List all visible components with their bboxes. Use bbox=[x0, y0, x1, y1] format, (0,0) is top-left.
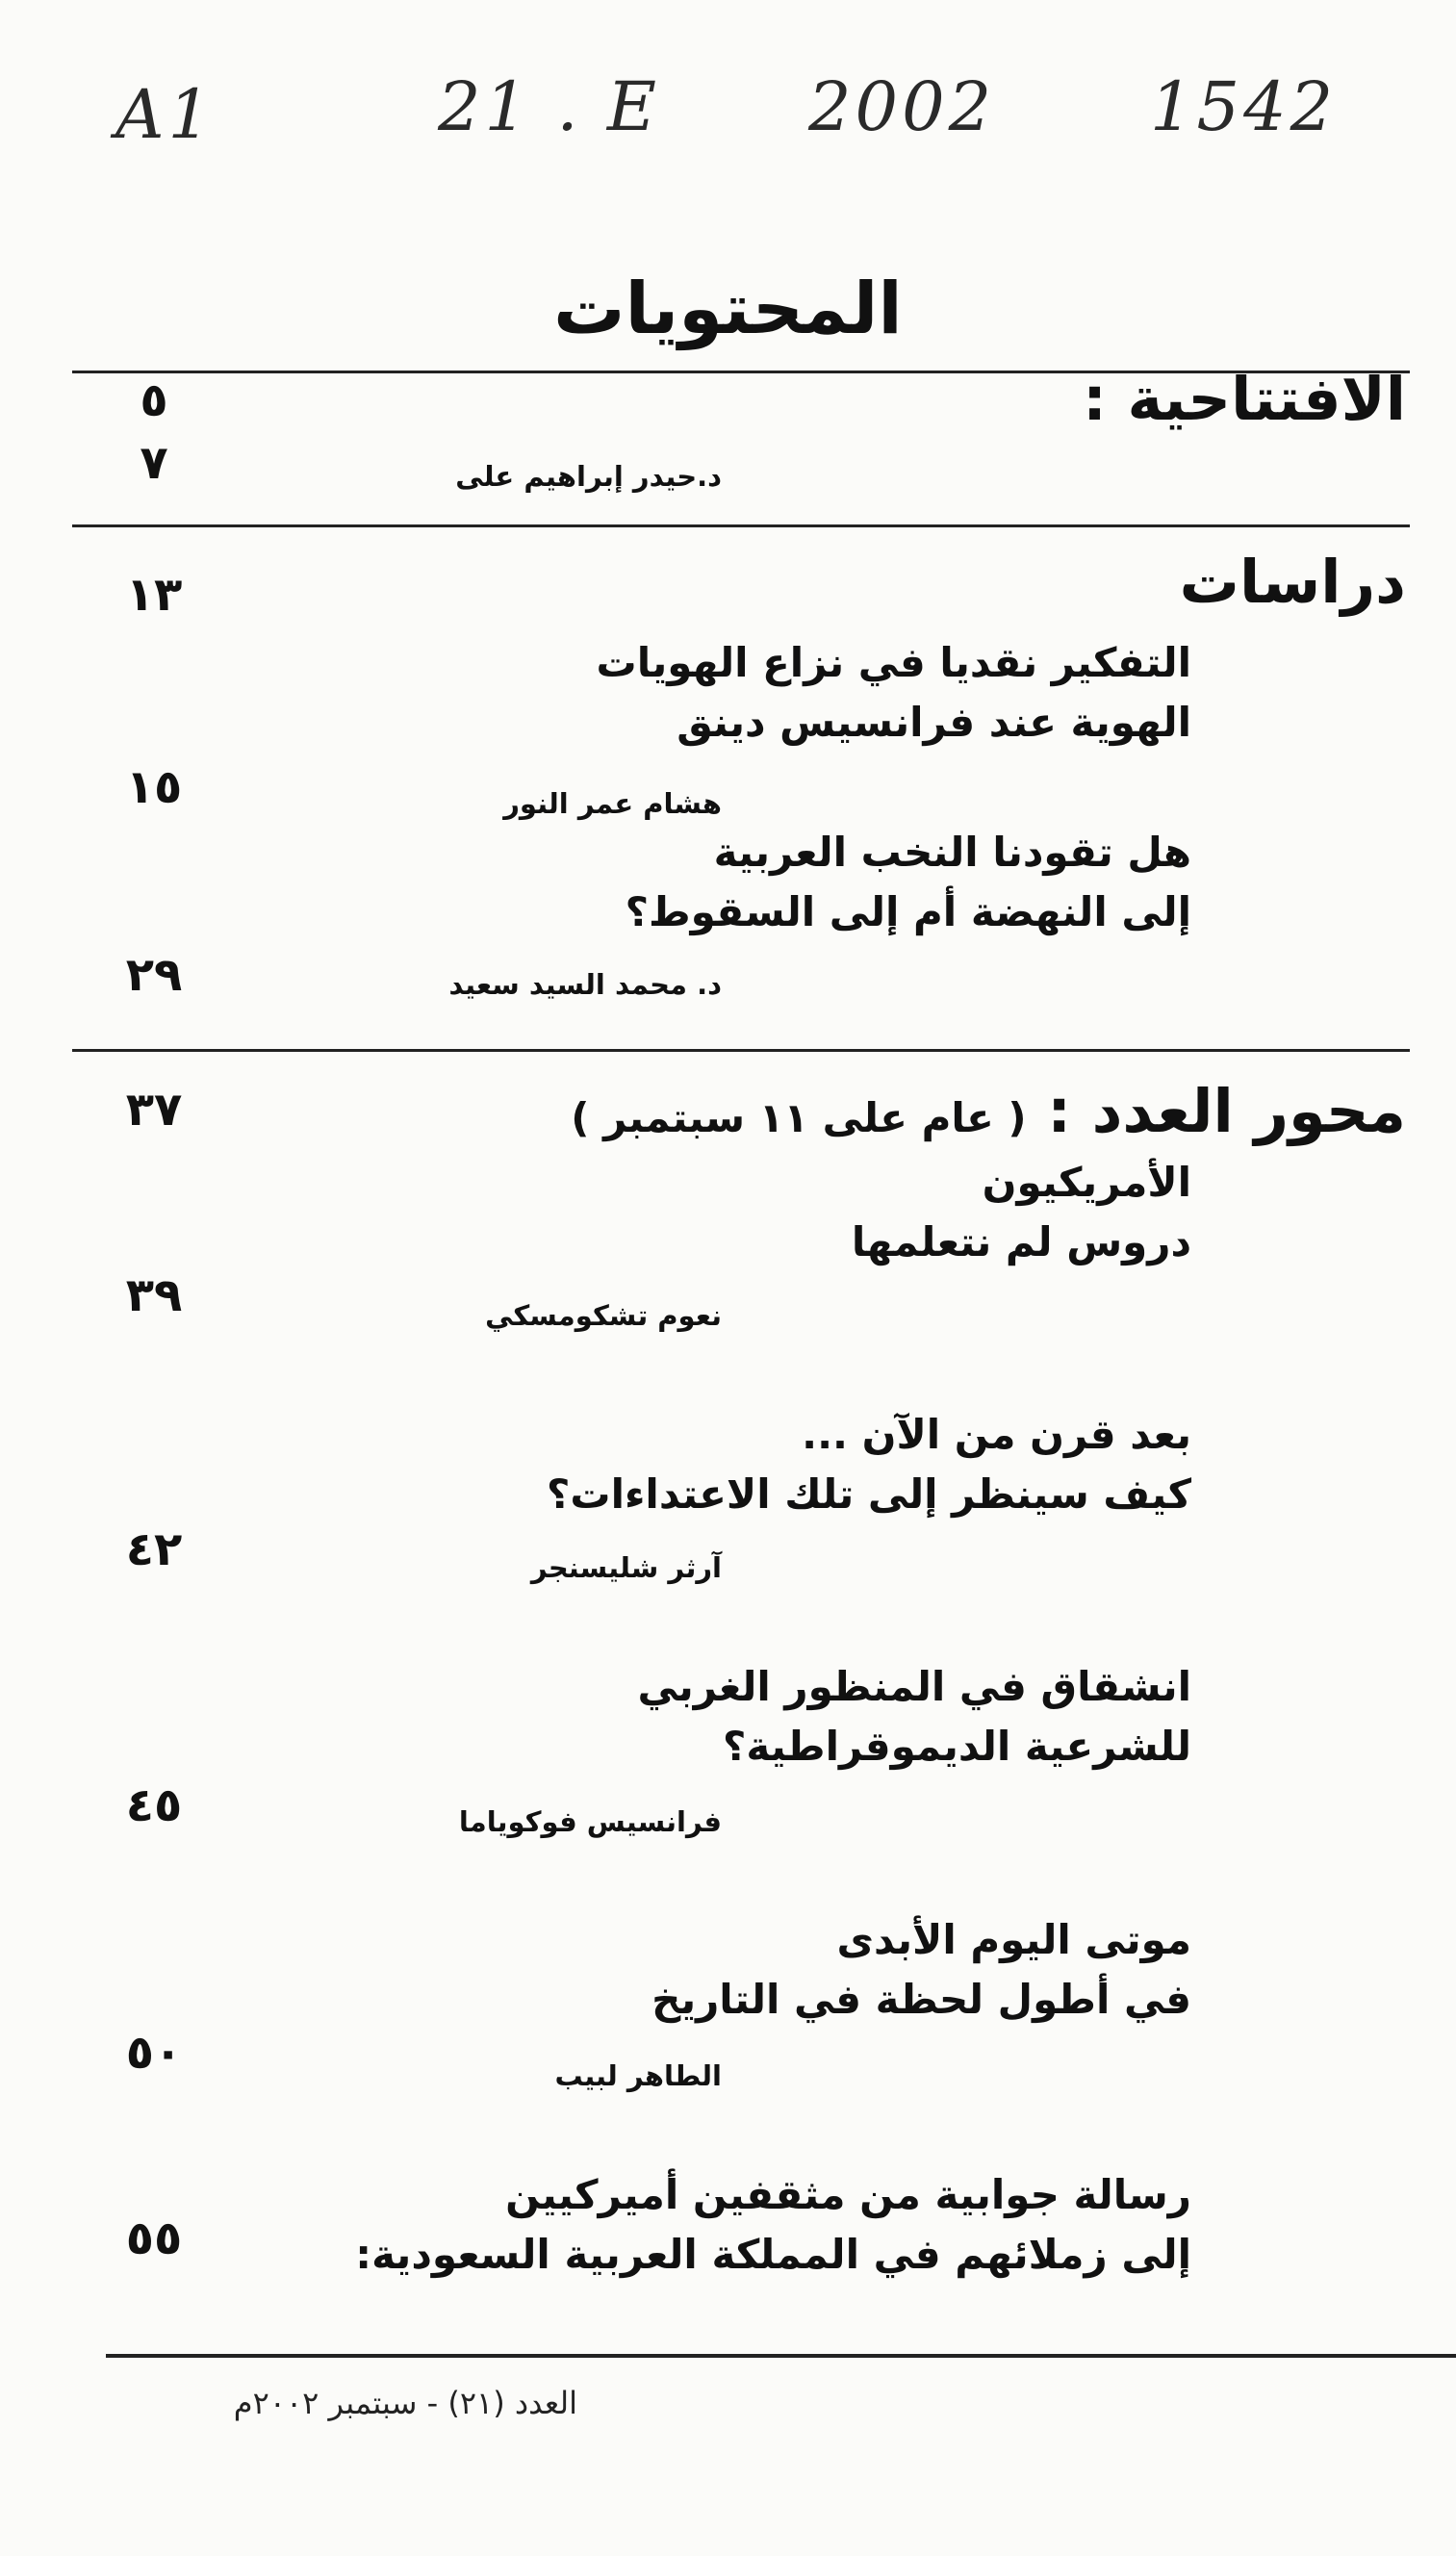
author-name: د.حيدر إبراهيم على bbox=[455, 460, 722, 493]
page-number: ١٣ bbox=[125, 568, 183, 622]
article-title bbox=[355, 2165, 1191, 2285]
article-title-line: إلى زملائهم في المملكة العربية السعودية: bbox=[355, 2231, 1191, 2278]
page-number: ٢٩ bbox=[125, 948, 183, 1002]
author-name: فرانسيس فوكوياما bbox=[458, 1805, 722, 1838]
page-number: ١٥ bbox=[125, 760, 183, 814]
author-name: الطاهر لبيب bbox=[554, 2059, 722, 2092]
handwritten-date-part: 21 . E bbox=[438, 67, 660, 146]
article-title bbox=[518, 633, 1191, 753]
author-name: نعوم تشكومسكي bbox=[485, 1299, 722, 1332]
footer-divider bbox=[106, 2354, 1456, 2358]
article-title-line: الهوية عند فرانسيس دينق bbox=[677, 699, 1191, 746]
divider bbox=[72, 1049, 1410, 1052]
page-number: ٣٩ bbox=[125, 1268, 183, 1322]
article-title-line: إلى النهضة أم إلى السقوط؟ bbox=[625, 888, 1191, 935]
author-name: آرثر شليسنجر bbox=[530, 1551, 722, 1584]
section-label: محور العدد : bbox=[1047, 1076, 1406, 1146]
page-number: ٥٠ bbox=[125, 2026, 183, 2080]
handwritten-year: 2002 bbox=[808, 67, 996, 146]
article-title bbox=[518, 1910, 1191, 2030]
article-title bbox=[518, 1657, 1191, 1776]
page-number: ٥٥ bbox=[125, 2211, 183, 2265]
handwritten-code: A1 bbox=[115, 75, 216, 154]
page-number: ٤٥ bbox=[125, 1778, 183, 1832]
article-title-line: انشقاق في المنظور الغربي bbox=[637, 1663, 1191, 1710]
article-title bbox=[518, 823, 1191, 942]
page-number: ٤٢ bbox=[125, 1522, 183, 1576]
article-title-line: بعد قرن من الآن ... bbox=[802, 1411, 1191, 1458]
article-title bbox=[518, 1405, 1191, 1524]
article-title-line: دروس لم نتعلمها bbox=[851, 1218, 1191, 1265]
article-title-line: كيف سينظر إلى تلك الاعتداءات؟ bbox=[547, 1470, 1191, 1518]
section-heading-editorial: الافتتاحية : bbox=[1083, 364, 1406, 434]
page-number: ٥ bbox=[140, 373, 168, 427]
article-title-line: الأمريكيون bbox=[982, 1159, 1191, 1206]
section-heading-axis bbox=[571, 1076, 1406, 1146]
article-title bbox=[518, 1153, 1191, 1272]
author-name: هشام عمر النور bbox=[503, 787, 722, 820]
article-title-line: في أطول لحظة في التاريخ bbox=[651, 1976, 1191, 2023]
divider bbox=[72, 524, 1410, 527]
handwritten-number: 1542 bbox=[1150, 67, 1338, 146]
author-name: د. محمد السيد سعيد bbox=[448, 968, 722, 1001]
article-title-line: هل تقودنا النخب العربية bbox=[713, 829, 1191, 876]
section-subtitle: ( عام على ١١ سبتمبر ) bbox=[571, 1094, 1027, 1141]
page-title: المحتويات bbox=[553, 268, 903, 350]
article-title-line: موتى اليوم الأبدى bbox=[836, 1916, 1191, 1963]
section-heading-studies: دراسات bbox=[1179, 547, 1406, 617]
page-number: ٣٧ bbox=[125, 1083, 183, 1137]
article-title-line: رسالة جوابية من مثقفين أميركيين bbox=[505, 2171, 1191, 2218]
article-title-line: للشرعية الديموقراطية؟ bbox=[723, 1723, 1191, 1770]
article-title-line: التفكير نقديا في نزاع الهويات bbox=[596, 639, 1191, 686]
page-number: ٧ bbox=[140, 436, 168, 490]
issue-footer: العدد (٢١) - سبتمبر ٢٠٠٢م bbox=[233, 2385, 577, 2421]
